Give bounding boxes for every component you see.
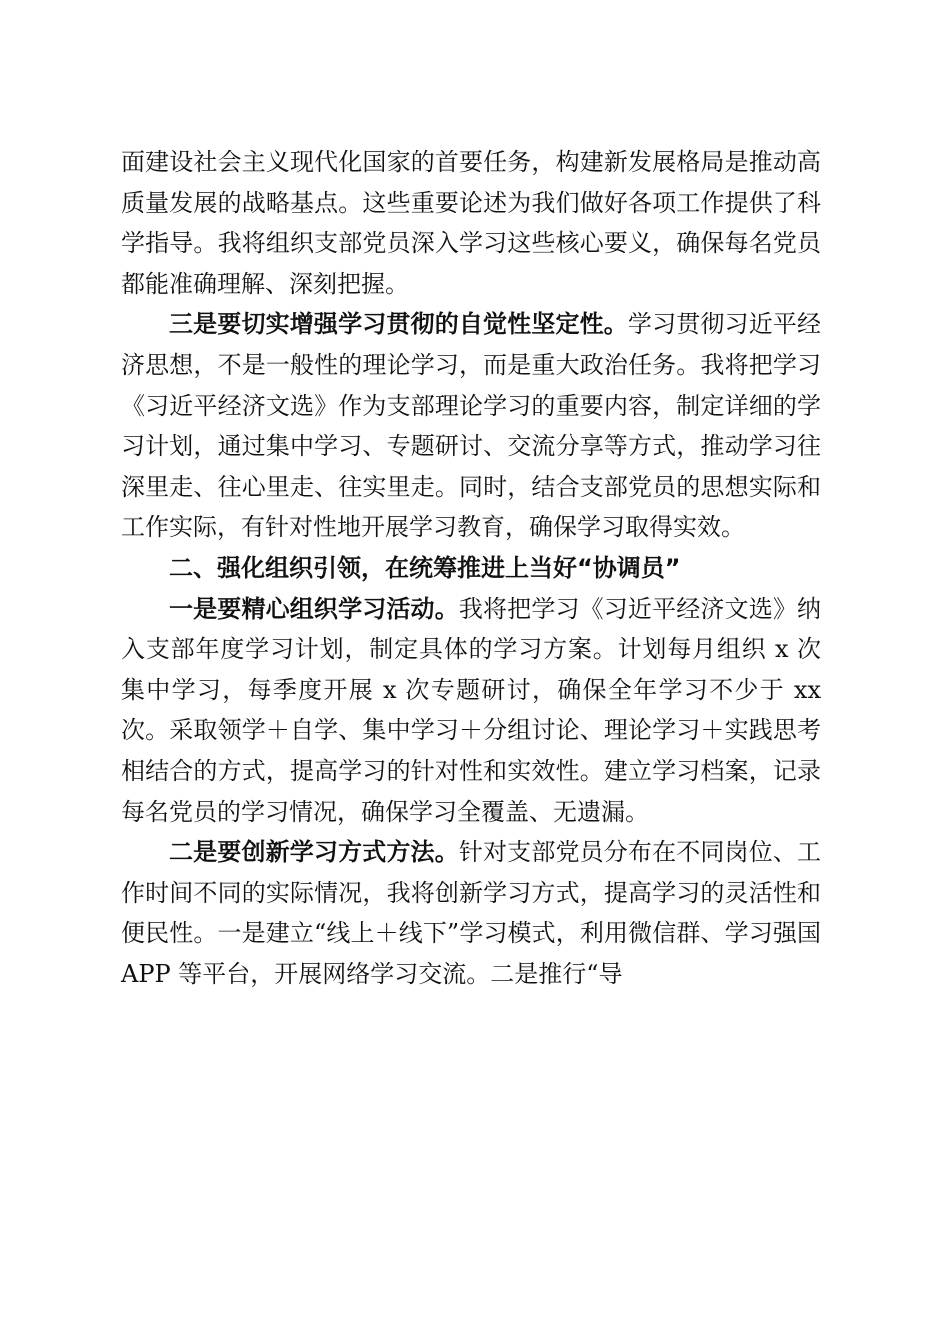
section-heading: 二、强化组织引领，在统筹推进上当好“协调员” [169, 553, 681, 582]
paragraph-continued [121, 142, 821, 304]
document-body [121, 142, 821, 994]
paragraph-lead: 三是要切实增强学习贯彻的自觉性坚定性。 [169, 309, 628, 339]
paragraph-point-one [121, 589, 821, 833]
paragraph-lead: 一是要精心组织学习活动。 [169, 593, 459, 623]
paragraph-lead: 二是要创新学习方式方法。 [169, 837, 459, 867]
paragraph-text: 学习贯彻习近平经济思想，不是一般性的理论学习，而是重大政治任务。我将把学习《习近平经济文选》作为支部理论学习的重要内容，制定详细的学习计划，通过集中学习、专题研讨、交流分享等方式，推动学习往深里走、往心里走、往实里走。同时，结合支部党员的思想实际和工作实际，有针对性地开展学习教育，确保学习取得实效。 [121, 310, 821, 542]
paragraph-text: 针对支部党员分布在不同岗位、工作时间不同的实际情况，我将创新学习方式，提高学习的灵活性和便民性。一是建立“线上＋线下”学习模式，利用微信群、学习强国 APP 等平台，开展网络学习交流。二是推行“导 [121, 838, 822, 988]
paragraph-point-two [121, 832, 821, 994]
paragraph-point-three [121, 304, 821, 548]
paragraph-text: 面建设社会主义现代化国家的首要任务，构建新发展格局是推动高质量发展的战略基点。这些重要论述为我们做好各项工作提供了科学指导。我将组织支部党员深入学习这些核心要义，确保每名党员都能准确理解、深刻把握。 [121, 148, 821, 298]
paragraph-text: 我将把学习《习近平经济文选》纳入支部年度学习计划，制定具体的学习方案。计划每月组织 x 次集中学习，每季度开展 x 次专题研讨，确保全年学习不少于 xx 次。采取领学＋自学、集中学习＋分组讨论、理论学习＋实践思考相结合的方式，提高学习的针对性和实效性。建立学习档案，记录每名党员的学习情况，确保学习全覆盖、无遗漏。 [121, 594, 822, 826]
